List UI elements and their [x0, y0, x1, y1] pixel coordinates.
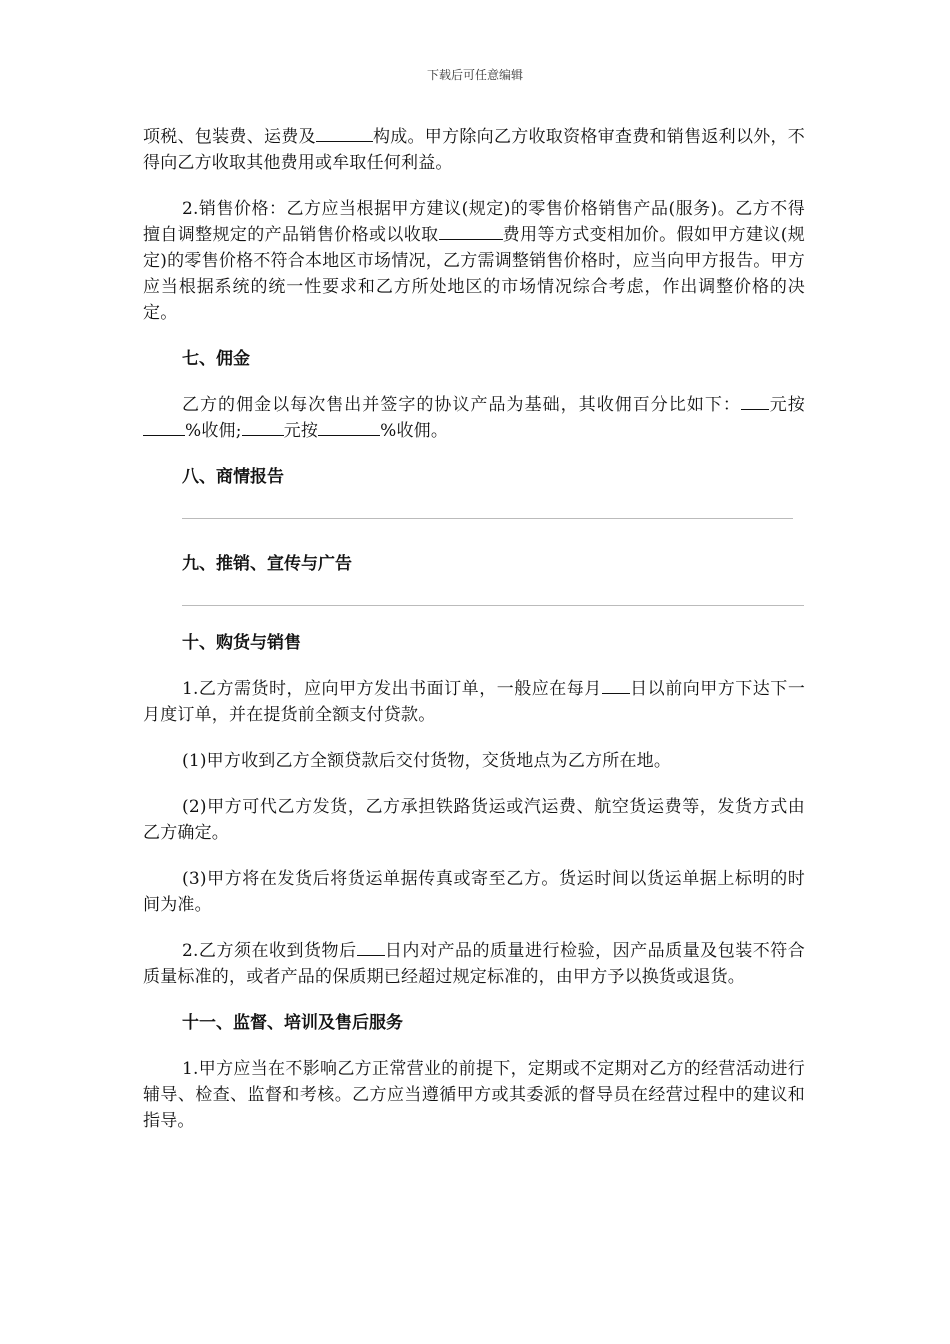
paragraph-delivery-1: (1)甲方收到乙方全额贷款后交付货物，交货地点为乙方所在地。 [182, 751, 672, 771]
section-heading-market-report: 八、商情报告 [182, 467, 284, 487]
paragraph-inspection: 2.乙方须在收到货物后 日内对产品的质量进行检验，因产品质量及包装不符合质量标准的，或者产品的保质期已经超过规定标准的，由甲方予以换货或退货。 [143, 941, 805, 987]
blank-field [316, 127, 373, 142]
blank-field [602, 679, 630, 694]
paragraph-fees: 项税、包装费、运费及 构成。甲方除向乙方收取资格审查费和销售返利以外，不得向乙方收取其他费用或牟取任何利益。 [143, 127, 806, 173]
section-heading-purchase-sales: 十、购货与销售 [182, 633, 301, 653]
blank-field [242, 421, 284, 436]
blank-field [318, 421, 380, 436]
blank-field [741, 395, 769, 410]
paragraph-commission: 乙方的佣金以每次售出并签字的协议产品为基础，其收佣百分比如下： 元按%收佣; 元按 %收佣。 [143, 392, 805, 444]
paragraph-order: 1.乙方需货时，应向甲方发出书面订单，一般应在每月 日以前向甲方下达下一月度订单，并在提货前全额支付贷款。 [143, 679, 806, 725]
blank-field [143, 421, 185, 436]
paragraph-delivery-3: (3)甲方将在发货后将货运单据传真或寄至乙方。货运时间以货运单据上标明的时间为准。 [143, 869, 805, 915]
section-heading-commission: 七、佣金 [182, 349, 250, 369]
section-heading-promotion: 九、推销、宣传与广告 [182, 554, 352, 574]
paragraph-delivery-2: (2)甲方可代乙方发货，乙方承担铁路货运或汽运费、航空货运费等，发货方式由乙方确定。 [143, 797, 805, 843]
document-body [143, 124, 805, 1134]
paragraph-sale-price: 2.销售价格：乙方应当根据甲方建议(规定)的零售价格销售产品(服务)。乙方不得擅自调整规定的产品销售价格或以收取 费用等方式变相加价。假如甲方建议(规定)的零售价格不符合本地区市场情况，乙方需调整销售价格时，应当向甲方报告。甲方应当根据系统的统一性要求和乙方所处地区的市场情况综合考虑，作出调整价格的决定。 [143, 199, 806, 323]
paragraph-supervision: 1.甲方应当在不影响乙方正常营业的前提下，定期或不定期对乙方的经营活动进行辅导、检查、监督和考核。乙方应当遵循甲方或其委派的督导员在经营过程中的建议和指导。 [143, 1059, 805, 1131]
page-header: 下载后可任意编辑 [426, 68, 523, 82]
blank-field [439, 225, 503, 240]
blank-field [357, 941, 385, 956]
section-heading-supervision: 十一、监督、培训及售后服务 [182, 1013, 403, 1033]
